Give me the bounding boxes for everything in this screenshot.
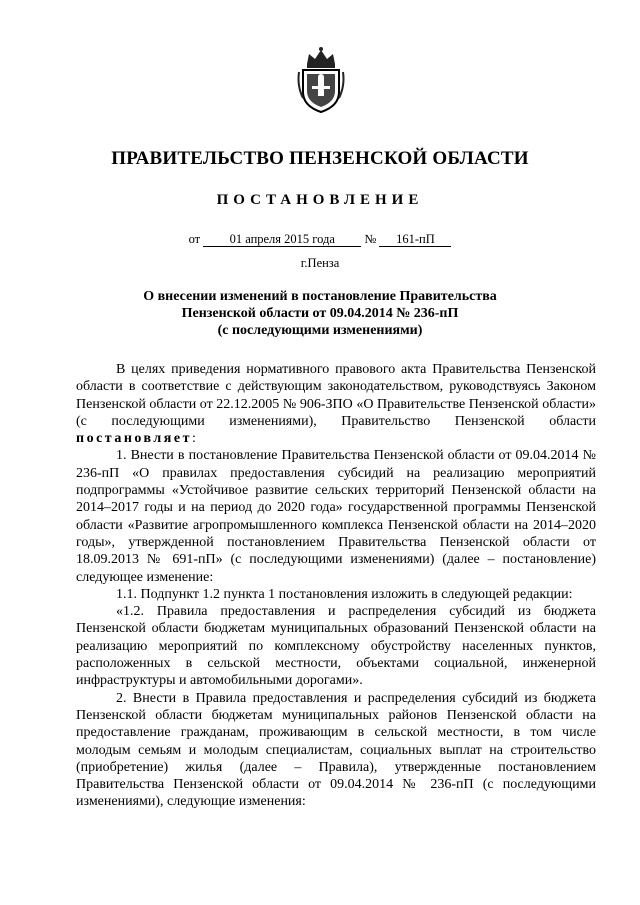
- heading-line-1: О внесении изменений в постановление Правительства: [143, 289, 497, 304]
- document-date: 01 апреля 2015 года: [203, 232, 361, 247]
- date-number-line: [0, 232, 640, 247]
- heading-line-3: (с последующими изменениями): [217, 323, 423, 338]
- document-number: 161-пП: [379, 232, 451, 247]
- resolves-word: постановляет: [76, 431, 192, 447]
- coat-of-arms-emblem: [295, 46, 347, 114]
- document-type-title: ПОСТАНОВЛЕНИЕ: [216, 192, 424, 208]
- heading-line-2: Пензенской области от 09.04.2014 № 236-пП: [181, 306, 459, 321]
- paragraph-item-1: 1. Внести в постановление Правительства Пензенской области от 09.04.2014 № 236-пП «О правилах предоставления субсидий на реализацию мероприятий подпрограммы «Устойчивое развитие сельских территорий Пензенской области на 2014–2017 годы и на период до 2020 года» государственной программы Пензенской области «Развитие агропромышленного комплекса Пензенской области на 2014–2020 годы», утвержденной постановлением Правительства Пензенской области от 18.09.2013 № 691-пП» (с последующими изменениями) (далее – постановление) следующее изменение:: [76, 448, 596, 585]
- paragraph-preamble: [76, 361, 596, 447]
- preamble-text: В целях приведения нормативного правового акта Правительства Пензенской области в соответствие с действующим законодательством, руководствуясь Законом Пензенской области от 22.12.2005 № 906-ЗПО «О Правительстве Пензенской области» (с последующими изменениями), Правительство Пензенской области: [76, 362, 596, 429]
- government-title: ПРАВИТЕЛЬСТВО ПЕНЗЕНСКОЙ ОБЛАСТИ: [111, 148, 529, 169]
- date-prefix: от: [188, 232, 201, 246]
- preamble-end: :: [191, 431, 196, 447]
- document-heading: [100, 288, 540, 339]
- paragraph-item-2: 2. Внести в Правила предоставления и распределения субсидий из бюджета Пензенской области бюджетам муниципальных районов Пензенской области на предоставление гражданам, проживающим в сельской местности, в том числе молодым семьям и молодым специалистам, социальных выплат на строительство (приобретение) жилья (далее – Правила), утвержденные постановлением Правительства Пензенской области от 09.04.2014 № 236-пП (с последующими изменениями), следующие изменения:: [76, 690, 596, 810]
- paragraph-item-1-1: 1.1. Подпункт 1.2 пункта 1 постановления изложить в следующей редакции:: [116, 586, 573, 602]
- number-prefix: №: [364, 232, 377, 246]
- city-name: г.Пенза: [300, 256, 340, 270]
- paragraph-item-1-2-quote: «1.2. Правила предоставления и распределения субсидий из бюджета Пензенской области бюджетам муниципальных образований Пензенской области на реализацию мероприятий по комплексному обустройству населенных пунктов, расположенных в сельской местности, объектами социальной, инженерной инфраструктуры и автомобильными дорогами».: [76, 604, 596, 689]
- document-body: [76, 361, 596, 811]
